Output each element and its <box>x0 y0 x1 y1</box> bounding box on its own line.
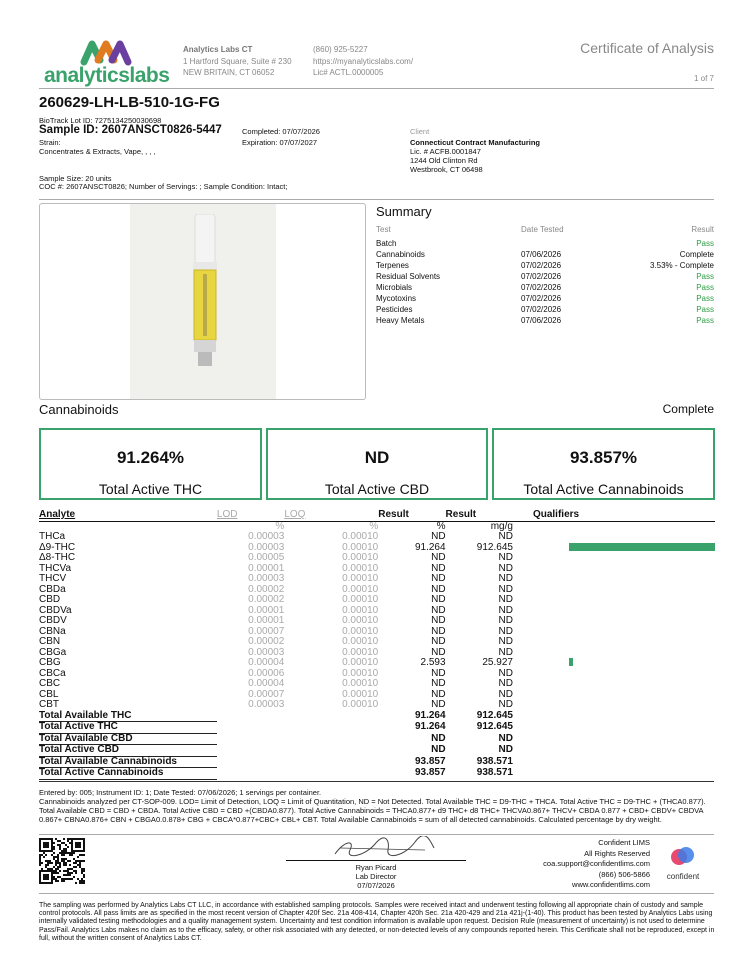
analyte-result-mg: ND <box>498 573 513 584</box>
analyte-qualifier <box>513 669 715 680</box>
sample-id: Sample ID: 2607ANSCT0826-5447 <box>39 124 222 136</box>
analyte-result-mg: 912.645 <box>476 541 513 553</box>
lab-address-1: 1 Hartford Square, Suite # 230 <box>183 56 292 66</box>
total-cannabinoids-label: Total Active Cannabinoids <box>523 481 684 497</box>
analyte-loq: 0.00010 <box>342 636 379 647</box>
product-photo <box>39 203 366 400</box>
analyte-lod: 0.00003 <box>248 646 285 658</box>
summary-row <box>376 260 714 271</box>
client-label: Client <box>410 127 430 136</box>
footer-disclaimer: The sampling was performed by Analytics Labs CT LLC, in accordance with established sampling protocols. Samples were received intact and underwent testing following all appropriate chain of custody and sample control protocols. All pass limits are as specified in the most recent version of Chapter 420f Sec. 21a 408-414, Chapter 420h Sec. 21a 420-429 and 21a 421j-(1-40). This product has been tested by Analytics Labs using internally validated testing methodologies and a quality management system. Uncertainty and test condition information is available upon request. Decision Rule (measurement of uncertainty) is not used to determine Pass/Fail. Analytics Labs makes no claim as to the efficacy, safety, or other risk associated with any detected, or non-detected levels of any compounds reported herein. This Certificate shall not be reproduced, except in full, without the written consent of Analytics Labs CT. <box>39 902 715 942</box>
analyte-loq: 0.00010 <box>342 699 379 710</box>
analyte-loq: 0.00010 <box>342 678 379 689</box>
analyte-qualifier <box>513 574 715 585</box>
lims-name: Confident LIMS <box>598 838 650 847</box>
total-row <box>39 722 715 734</box>
analyte-qualifier <box>513 648 715 659</box>
summary-rows <box>376 238 714 326</box>
total-result-mg: ND <box>498 744 513 755</box>
analyte-lod: 0.00007 <box>248 625 285 637</box>
analyte-lod: 0.00005 <box>248 552 285 563</box>
document-title: Certificate of Analysis <box>580 40 714 56</box>
coc-line: COC #: 2607ANSCT0826; Number of Servings: ; Sample Condition: Intact; <box>39 182 288 191</box>
total-name: Total Active Cannabinoids <box>39 768 217 780</box>
analyte-result-mg: ND <box>498 552 513 563</box>
analyte-result-pct: ND <box>431 562 446 574</box>
lab-phone: (860) 925-5227 <box>313 45 368 54</box>
summary-test: Pesticides <box>376 305 413 314</box>
vape-cartridge-icon <box>181 214 231 384</box>
lims-info <box>543 838 650 891</box>
summary-date: 07/02/2026 <box>521 305 562 314</box>
analyte-result-mg: ND <box>498 688 513 700</box>
lims-email[interactable]: coa.support@confidentlims.com <box>543 859 650 868</box>
unit-qualifiers <box>513 521 715 532</box>
analyte-name: CBCa <box>39 667 66 679</box>
analyte-row <box>39 574 715 585</box>
analyte-result-pct: ND <box>431 552 446 563</box>
analyte-row <box>39 616 715 627</box>
summary-result: Pass <box>696 283 714 292</box>
product-name: 260629-LH-LB-510-1G-FG <box>39 94 220 111</box>
client-address-1: 1244 Old Clinton Rd <box>410 156 478 165</box>
analyte-lod: 0.00002 <box>248 636 285 647</box>
analyte-qualifier <box>513 543 715 554</box>
header-result-pct: Result <box>378 510 445 521</box>
analyte-result-pct: ND <box>431 573 446 584</box>
analyte-result-pct: ND <box>431 594 446 605</box>
summary-header-test: Test <box>376 225 391 234</box>
summary-test: Batch <box>376 239 397 248</box>
analyte-result-mg: ND <box>498 667 513 679</box>
summary-row <box>376 315 714 326</box>
total-name: Total Available THC <box>39 711 217 722</box>
total-thc-label: Total Active THC <box>98 481 203 497</box>
summary-section <box>376 204 714 326</box>
analyte-lod: 0.00004 <box>248 678 285 689</box>
analyte-loq: 0.00010 <box>342 594 379 605</box>
analyte-name: CBGa <box>39 646 67 658</box>
company-logo <box>44 38 168 90</box>
analyte-qualifier <box>513 627 715 638</box>
total-row <box>39 733 715 745</box>
lims-rights: All Rights Reserved <box>584 848 650 858</box>
lims-url[interactable]: www.confidentlims.com <box>572 880 650 889</box>
total-result-pct: 93.857 <box>414 755 446 767</box>
analyte-loq: 0.00010 <box>342 552 379 563</box>
summary-result: Pass <box>696 239 714 248</box>
analyte-lod: 0.00003 <box>248 699 285 710</box>
analyte-qualifier <box>513 616 715 627</box>
header-qualifiers: Qualifiers <box>513 510 715 521</box>
analyte-loq: 0.00010 <box>342 657 379 668</box>
total-result-pct: 93.857 <box>414 767 446 778</box>
summary-row <box>376 304 714 315</box>
analyte-name: THCV <box>39 573 67 584</box>
client-license: Lic. # ACFB.0001847 <box>410 147 481 156</box>
header-lod: LOD <box>217 510 284 521</box>
summary-result: Pass <box>696 316 714 325</box>
analyte-lod: 0.00001 <box>248 615 285 626</box>
analyte-name: CBNa <box>39 625 66 637</box>
analyte-row <box>39 595 715 606</box>
total-name: Total Active CBD <box>39 745 217 757</box>
summary-date: 07/02/2026 <box>521 283 562 292</box>
client-address-2: Westbrook, CT 06498 <box>410 165 483 174</box>
total-cannabinoids-box <box>492 428 715 500</box>
summary-title: Summary <box>376 204 432 219</box>
summary-result: Pass <box>696 305 714 314</box>
analyte-loq: 0.00010 <box>342 541 379 553</box>
summary-date: 07/02/2026 <box>521 294 562 303</box>
summary-row <box>376 249 714 260</box>
total-result-pct: 91.264 <box>414 709 446 721</box>
analyte-loq: 0.00010 <box>342 531 379 542</box>
strain-label: Strain: <box>39 138 61 147</box>
summary-header-date: Date Tested <box>521 225 564 234</box>
summary-row <box>376 293 714 304</box>
signature-image <box>330 836 440 860</box>
analyte-name: CBD <box>39 594 61 605</box>
analyte-lod: 0.00002 <box>248 594 285 605</box>
summary-row <box>376 282 714 293</box>
analyte-name: CBG <box>39 657 61 668</box>
summary-result: Complete <box>679 250 714 259</box>
analyte-qualifier <box>513 606 715 617</box>
lab-url[interactable]: https://myanalyticslabs.com/ <box>313 56 414 66</box>
total-result-mg: ND <box>498 732 513 744</box>
summary-test: Terpenes <box>376 261 409 270</box>
analyte-qualifier <box>513 564 715 575</box>
analyte-loq: 0.00010 <box>342 688 379 700</box>
analyte-result-pct: ND <box>431 646 446 658</box>
analyte-result-mg: ND <box>498 636 513 647</box>
analyte-name: CBN <box>39 636 61 647</box>
analyte-name: THCVa <box>39 562 72 574</box>
signer-role: Lab Director <box>355 872 397 881</box>
header-loq: LOQ <box>284 510 378 521</box>
analyte-loq: 0.00010 <box>342 646 379 658</box>
signer-name: Ryan Picard <box>355 863 397 872</box>
analyte-qualifier <box>513 637 715 648</box>
analyte-name: Δ8-THC <box>39 552 76 563</box>
analyte-lod: 0.00003 <box>248 531 285 542</box>
cannabinoids-title: Cannabinoids <box>39 402 119 417</box>
cannabinoid-table-body <box>39 521 715 779</box>
analyte-qualifier <box>513 679 715 690</box>
summary-test: Mycotoxins <box>376 294 417 303</box>
cannabinoid-table <box>39 510 715 780</box>
analyte-result-pct: 2.593 <box>420 657 446 668</box>
analyte-row <box>39 679 715 690</box>
analyte-row <box>39 553 715 564</box>
analyte-lod: 0.00001 <box>248 562 285 574</box>
analyte-qualifier <box>513 532 715 543</box>
summary-date: 07/06/2026 <box>521 316 562 325</box>
summary-test: Cannabinoids <box>376 250 425 259</box>
lab-contact <box>313 44 413 79</box>
unit-loq: % <box>369 520 379 532</box>
analyte-row <box>39 700 715 711</box>
analyte-bar <box>569 543 715 551</box>
summary-test: Heavy Metals <box>376 316 425 325</box>
total-name: Total Available Cannabinoids <box>39 756 217 768</box>
analyte-lod: 0.00001 <box>248 604 285 616</box>
expiration-date: Expiration: 07/07/2027 <box>242 138 318 147</box>
summary-header-result: Result <box>691 225 714 234</box>
summary-row <box>376 271 714 282</box>
analyte-qualifier <box>513 690 715 701</box>
analyte-loq: 0.00010 <box>342 562 379 574</box>
analyte-result-pct: ND <box>431 667 446 679</box>
total-result-pct: ND <box>431 732 446 744</box>
logo-wordmark: analyticslabs <box>44 64 170 87</box>
analyte-lod: 0.00007 <box>248 688 285 700</box>
analyte-result-mg: ND <box>498 646 513 658</box>
confident-logo <box>662 845 704 881</box>
unit-result-mg: mg/g <box>490 520 513 532</box>
analyte-result-pct: 91.264 <box>414 541 446 553</box>
analyte-result-mg: ND <box>498 604 513 616</box>
signature-date: 07/07/2026 <box>357 881 395 890</box>
total-result-mg: 938.571 <box>476 755 513 767</box>
analyte-qualifier <box>513 595 715 606</box>
summary-result: 3.53% - Complete <box>649 261 714 270</box>
analyte-lod: 0.00006 <box>248 667 285 679</box>
analyte-result-pct: ND <box>431 531 446 542</box>
analyte-result-mg: ND <box>498 594 513 605</box>
total-cbd-box <box>266 428 488 500</box>
analyte-lod: 0.00003 <box>248 573 285 584</box>
table-header-row <box>39 510 715 521</box>
analyte-qualifier <box>513 553 715 564</box>
analyte-qualifier <box>513 585 715 596</box>
confident-wordmark: confident <box>666 872 700 881</box>
analyte-result-mg: ND <box>498 625 513 637</box>
cannabinoids-status: Complete <box>662 402 714 416</box>
header-analyte: Analyte <box>39 510 217 521</box>
summary-date: 07/02/2026 <box>521 272 562 281</box>
analyte-row <box>39 532 715 543</box>
analyte-result-pct: ND <box>431 678 446 689</box>
total-row <box>39 768 715 780</box>
summary-result: Pass <box>696 294 714 303</box>
analyte-name: CBDVa <box>39 604 72 616</box>
total-name: Total Active THC <box>39 722 217 734</box>
page-number: 1 of 7 <box>693 74 714 83</box>
summary-date: 07/02/2026 <box>521 261 562 270</box>
analyte-loq: 0.00010 <box>342 667 379 679</box>
analyte-result-pct: ND <box>431 604 446 616</box>
unit-lod: % <box>275 520 285 532</box>
lab-address-2: NEW BRITAIN, CT 06052 <box>183 68 275 77</box>
total-result-mg: 912.645 <box>476 721 513 732</box>
test-notes: Entered by: 005; Instrument ID: 1; Date Tested: 07/06/2026; 1 servings per container. <box>39 788 322 797</box>
analyte-name: CBDa <box>39 583 66 595</box>
analyte-result-pct: ND <box>431 615 446 626</box>
analyte-lod: 0.00003 <box>248 541 285 553</box>
total-cbd-value: ND <box>364 448 390 467</box>
analyte-loq: 0.00010 <box>342 604 379 616</box>
sample-size: Sample Size: 20 units <box>39 174 112 183</box>
unit-analyte <box>39 521 217 532</box>
analyte-loq: 0.00010 <box>342 625 379 637</box>
analyte-row <box>39 658 715 669</box>
analyte-loq: 0.00010 <box>342 573 379 584</box>
total-thc-box <box>39 428 262 500</box>
analyte-qualifier <box>513 700 715 711</box>
analyte-result-mg: ND <box>498 678 513 689</box>
summary-row <box>376 238 714 249</box>
analyte-result-mg: ND <box>498 562 513 574</box>
total-row <box>39 756 715 768</box>
client-name: Connecticut Contract Manufacturing <box>410 138 541 147</box>
analyte-lod: 0.00004 <box>248 657 285 668</box>
summary-test: Residual Solvents <box>376 272 441 281</box>
completed-date: Completed: 07/07/2026 <box>242 127 320 136</box>
summary-date <box>521 238 621 249</box>
lab-info <box>183 44 292 79</box>
total-row <box>39 711 715 722</box>
lims-phone: (866) 506-5866 <box>598 869 650 879</box>
analyte-name: CBL <box>39 688 59 700</box>
biotrack-lot: BioTrack Lot ID: 7275134250030698 <box>39 116 162 125</box>
confident-logo-icon <box>670 845 696 867</box>
analyte-name: CBDV <box>39 615 67 626</box>
signature-block <box>286 863 466 890</box>
analyte-bar <box>569 658 573 666</box>
analyte-name: CBC <box>39 678 61 689</box>
analyte-name: Δ9-THC <box>39 541 76 553</box>
analyte-lod: 0.00002 <box>248 583 285 595</box>
analyte-result-pct: ND <box>431 699 446 710</box>
analyte-result-mg: ND <box>498 583 513 595</box>
analyte-name: THCa <box>39 531 66 542</box>
analyte-result-pct: ND <box>431 625 446 637</box>
unit-result-pct: % <box>436 520 446 532</box>
analyte-loq: 0.00010 <box>342 583 379 595</box>
qr-code-icon[interactable] <box>39 838 85 884</box>
lab-name: Analytics Labs CT <box>183 45 253 54</box>
analyte-result-pct: ND <box>431 688 446 700</box>
total-name: Total Available CBD <box>39 733 217 745</box>
analyte-qualifier <box>513 658 715 669</box>
lab-license: Lic# ACTL.0000005 <box>313 68 384 77</box>
sample-category: Concentrates & Extracts, Vape, , , , <box>39 147 156 156</box>
summary-date: 07/06/2026 <box>521 250 562 259</box>
analyte-result-mg: ND <box>498 531 513 542</box>
total-result-mg: 912.645 <box>476 709 513 721</box>
analyte-name: CBT <box>39 699 59 710</box>
method-notes: Cannabinoids analyzed per CT-SOP-009. LOD= Limit of Detection, LOQ = Limit of Quantitation, ND = Not Detected. Total Available THC = D9-THC + THCA. Total Active THC = D9-THC + (THCA0.877). Total Available CBD = CBD + CBDA. Total Active CBD = CBD +(CBDA0.877). Total Active Cannabinoids = THCA0.877+ d9 THC+ d8 THC+ THCVA0.867+ THCV+ CBDA 0.877 + CBD+ CBDV+ CBDVA 0.867+ CBNA0.876+ CBN + CBGA0.0.878+ CBG + CBCA*0.877+CBC+ CBL+ CBT. Total Available Cannabinoids = sum of all detected cannabinoids. Calculated percentage by dry weight. <box>39 797 706 824</box>
total-row <box>39 745 715 757</box>
total-result-pct: ND <box>431 744 446 755</box>
analyte-result-mg: ND <box>498 615 513 626</box>
total-result-pct: 91.264 <box>414 721 446 732</box>
analyte-row <box>39 637 715 648</box>
analyte-result-pct: ND <box>431 583 446 595</box>
header-result-mg: Result <box>446 510 513 521</box>
analyte-loq: 0.00010 <box>342 615 379 626</box>
summary-header <box>376 224 714 235</box>
total-cannabinoids-value: 93.857% <box>569 448 638 467</box>
total-result-mg: 938.571 <box>476 767 513 778</box>
analyte-result-pct: ND <box>431 636 446 647</box>
total-cbd-label: Total Active CBD <box>324 481 430 497</box>
analyte-result-mg: 25.927 <box>482 657 513 668</box>
client-block <box>410 127 540 174</box>
summary-result: Pass <box>696 272 714 281</box>
summary-test: Microbials <box>376 283 413 292</box>
total-thc-value: 91.264% <box>116 448 185 467</box>
logo-mark-icon <box>44 38 168 66</box>
analyte-result-mg: ND <box>498 699 513 710</box>
